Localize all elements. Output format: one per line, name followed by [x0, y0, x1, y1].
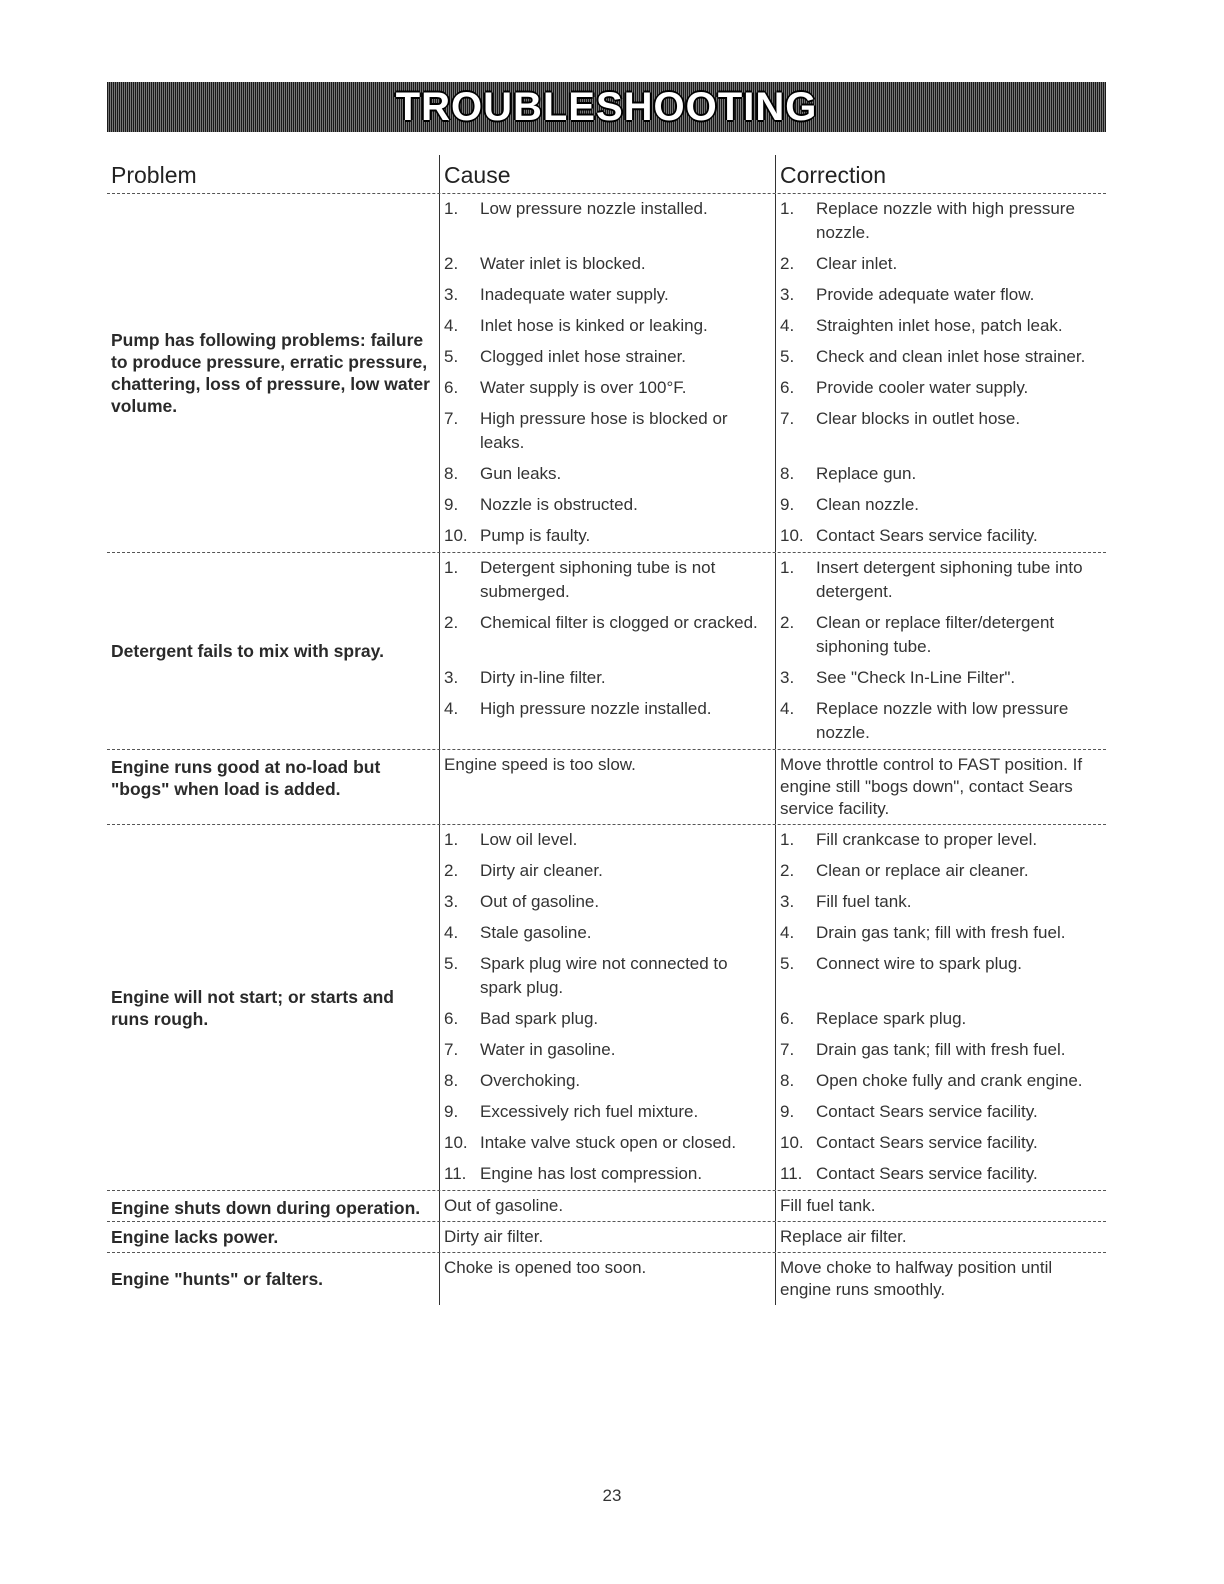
correction-item [780, 1004, 1106, 1035]
correction-item [780, 553, 1106, 608]
correction-text: Replace nozzle with low pressure nozzle. [816, 699, 1069, 742]
table-section [107, 553, 1106, 750]
cause-text: Inadequate water supply. [480, 285, 669, 304]
cause-text: Spark plug wire not connected to spark plug. [480, 954, 728, 997]
correction-text: Replace air filter. [780, 1227, 907, 1246]
cause-text: Dirty air filter. [444, 1227, 544, 1246]
cause-item [444, 918, 775, 949]
cause-text: Gun leaks. [480, 464, 562, 483]
correction-text: Connect wire to spark plug. [816, 954, 1022, 973]
cause-text: Water supply is over 100°F. [480, 378, 687, 397]
item-number: 3. [444, 285, 459, 304]
correction-item [780, 280, 1106, 311]
cause-item [444, 1159, 775, 1190]
cause-item [444, 608, 775, 663]
cause-item [444, 521, 775, 552]
cause-item [444, 404, 775, 459]
cause-cell [439, 553, 775, 749]
cause-item [444, 856, 775, 887]
item-number: 9. [780, 495, 795, 514]
correction-item [780, 373, 1106, 404]
table-section [107, 750, 1106, 825]
correction-text: Drain gas tank; fill with fresh fuel. [816, 1040, 1066, 1059]
problem-text: Engine shuts down during operation. [111, 1198, 421, 1218]
correction-text: Clean or replace air cleaner. [816, 861, 1029, 880]
item-number: 1. [444, 830, 459, 849]
item-number: 2. [444, 861, 459, 880]
correction-text: Fill fuel tank. [780, 1196, 876, 1215]
cause-item [444, 194, 775, 249]
correction-text: Move throttle control to FAST position. If engine still "bogs down", contact Sears service facility. [780, 755, 1083, 818]
correction-text: Contact Sears service facility. [816, 1133, 1038, 1152]
cause-cell [439, 1253, 775, 1305]
cause-text: Engine speed is too slow. [444, 755, 636, 774]
correction-text: Replace spark plug. [816, 1009, 967, 1028]
item-number: 2. [444, 254, 459, 273]
correction-item [780, 1035, 1106, 1066]
correction-item [780, 1097, 1106, 1128]
cause-text: Nozzle is obstructed. [480, 495, 638, 514]
correction-item [780, 404, 1106, 459]
item-number: 1. [780, 558, 795, 577]
correction-item [780, 1128, 1106, 1159]
item-number: 4. [780, 923, 795, 942]
problem-text: Engine "hunts" or falters. [111, 1269, 324, 1289]
cause-text: Dirty air cleaner. [480, 861, 603, 880]
item-number: 3. [444, 892, 459, 911]
correction-text: Open choke fully and crank engine. [816, 1071, 1083, 1090]
problem-text: Pump has following problems: failure to produce pressure, erratic pressure, chattering, loss of pressure, low water volume. [111, 330, 430, 416]
cause-item [444, 1035, 775, 1066]
correction-text: Provide adequate water flow. [816, 285, 1035, 304]
cause-text: Water inlet is blocked. [480, 254, 646, 273]
correction-text: Fill crankcase to proper level. [816, 830, 1038, 849]
cause-item [444, 887, 775, 918]
item-number: 4. [780, 699, 795, 718]
cause-cell [439, 750, 775, 824]
table-section [107, 194, 1106, 553]
cause-item [444, 1004, 775, 1035]
correction-text: Move choke to halfway position until engine runs smoothly. [780, 1258, 1053, 1299]
item-number: 5. [780, 347, 795, 366]
item-number: 7. [444, 1040, 459, 1059]
correction-item [780, 249, 1106, 280]
cause-text: Pump is faulty. [480, 526, 591, 545]
item-number: 2. [780, 861, 795, 880]
cause-item [444, 249, 775, 280]
item-number: 3. [444, 668, 459, 687]
table-section [107, 1191, 1106, 1222]
problem-text: Detergent fails to mix with spray. [111, 641, 384, 661]
page-number: 23 [602, 1486, 622, 1505]
table-section [107, 1253, 1106, 1305]
correction-text: Contact Sears service facility. [816, 1102, 1038, 1121]
item-number: 2. [780, 613, 795, 632]
correction-item [780, 663, 1106, 694]
item-number: 5. [780, 954, 795, 973]
item-number: 1. [780, 199, 795, 218]
item-number: 1. [780, 830, 795, 849]
item-number: 2. [444, 613, 459, 632]
correction-item [780, 825, 1106, 856]
item-number: 10. [780, 1133, 804, 1152]
cause-item [444, 553, 775, 608]
correction-cell [775, 194, 1106, 552]
cause-item [444, 694, 775, 749]
cause-text: Bad spark plug. [480, 1009, 599, 1028]
correction-text: Straighten inlet hose, patch leak. [816, 316, 1063, 335]
correction-item [780, 1066, 1106, 1097]
cause-item [444, 663, 775, 694]
cause-text: Dirty in-line filter. [480, 668, 606, 687]
problem-text: Engine lacks power. [111, 1227, 279, 1247]
correction-cell [775, 1253, 1106, 1305]
table-section [107, 825, 1106, 1191]
correction-text: Clean or replace filter/detergent siphoning tube. [816, 613, 1055, 656]
correction-item [780, 521, 1106, 552]
item-number: 8. [780, 1071, 795, 1090]
cause-text: Choke is opened too soon. [444, 1258, 647, 1277]
item-number: 10. [444, 1133, 468, 1152]
cause-item [444, 490, 775, 521]
item-number: 8. [780, 464, 795, 483]
correction-cell [775, 825, 1106, 1190]
cause-text: High pressure nozzle installed. [480, 699, 712, 718]
cause-item [444, 1097, 775, 1128]
correction-cell [775, 1222, 1106, 1252]
cause-text: Inlet hose is kinked or leaking. [480, 316, 708, 335]
cause-text: Clogged inlet hose strainer. [480, 347, 687, 366]
correction-item [780, 608, 1106, 663]
item-number: 9. [780, 1102, 795, 1121]
cause-cell [439, 194, 775, 552]
item-number: 7. [780, 409, 795, 428]
correction-text: Provide cooler water supply. [816, 378, 1029, 397]
item-number: 3. [780, 285, 795, 304]
cause-text: Out of gasoline. [444, 1196, 564, 1215]
cause-text: Excessively rich fuel mixture. [480, 1102, 699, 1121]
correction-text: Replace nozzle with high pressure nozzle. [816, 199, 1075, 242]
correction-cell [775, 553, 1106, 749]
item-number: 6. [444, 378, 459, 397]
correction-text: Insert detergent siphoning tube into detergent. [816, 558, 1083, 601]
item-number: 6. [780, 378, 795, 397]
correction-item [780, 918, 1106, 949]
cause-text: Stale gasoline. [480, 923, 592, 942]
cause-cell [439, 825, 775, 1190]
item-number: 9. [444, 1102, 459, 1121]
item-number: 6. [780, 1009, 795, 1028]
correction-cell [775, 1191, 1106, 1221]
header-cause: Cause [439, 155, 775, 193]
correction-text: See "Check In-Line Filter". [816, 668, 1016, 687]
cause-item [444, 373, 775, 404]
correction-text: Clear blocks in outlet hose. [816, 409, 1021, 428]
correction-item [780, 194, 1106, 249]
item-number: 10. [444, 526, 468, 545]
cause-text: Low pressure nozzle installed. [480, 199, 708, 218]
correction-text: Fill fuel tank. [816, 892, 912, 911]
item-number: 4. [444, 923, 459, 942]
cause-text: Low oil level. [480, 830, 578, 849]
correction-text: Clean nozzle. [816, 495, 920, 514]
header-problem: Problem [111, 162, 197, 188]
item-number: 8. [444, 1071, 459, 1090]
cause-text: Chemical filter is clogged or cracked. [480, 613, 758, 632]
correction-text: Check and clean inlet hose strainer. [816, 347, 1086, 366]
item-number: 3. [780, 892, 795, 911]
item-number: 4. [780, 316, 795, 335]
item-number: 1. [444, 558, 459, 577]
cause-item [444, 1066, 775, 1097]
item-number: 5. [444, 347, 459, 366]
correction-text: Replace gun. [816, 464, 917, 483]
problem-text: Engine runs good at no-load but "bogs" when load is added. [111, 757, 381, 799]
correction-item [780, 490, 1106, 521]
cause-item [444, 280, 775, 311]
correction-item [780, 459, 1106, 490]
correction-item [780, 949, 1106, 1004]
troubleshooting-table [107, 155, 1106, 1305]
item-number: 7. [780, 1040, 795, 1059]
correction-item [780, 1159, 1106, 1190]
correction-item [780, 342, 1106, 373]
item-number: 8. [444, 464, 459, 483]
item-number: 4. [444, 316, 459, 335]
item-number: 11. [780, 1164, 803, 1183]
item-number: 9. [444, 495, 459, 514]
item-number: 2. [780, 254, 795, 273]
cause-text: Water in gasoline. [480, 1040, 616, 1059]
item-number: 3. [780, 668, 795, 687]
correction-item [780, 694, 1106, 749]
table-section [107, 1222, 1106, 1253]
item-number: 11. [444, 1164, 467, 1183]
cause-text: Detergent siphoning tube is not submerged. [480, 558, 716, 601]
item-number: 1. [444, 199, 459, 218]
item-number: 5. [444, 954, 459, 973]
correction-text: Contact Sears service facility. [816, 1164, 1038, 1183]
cause-item [444, 311, 775, 342]
cause-text: Out of gasoline. [480, 892, 600, 911]
item-number: 6. [444, 1009, 459, 1028]
cause-text: Engine has lost compression. [480, 1164, 703, 1183]
cause-cell [439, 1191, 775, 1221]
cause-text: Intake valve stuck open or closed. [480, 1133, 737, 1152]
item-number: 4. [444, 699, 459, 718]
problem-text: Engine will not start; or starts and runs rough. [111, 986, 394, 1029]
correction-text: Clear inlet. [816, 254, 898, 273]
correction-cell [775, 750, 1106, 824]
item-number: 7. [444, 409, 459, 428]
cause-item [444, 459, 775, 490]
item-number: 10. [780, 526, 804, 545]
cause-item [444, 949, 775, 1004]
cause-item [444, 342, 775, 373]
cause-item [444, 1128, 775, 1159]
cause-item [444, 825, 775, 856]
cause-text: High pressure hose is blocked or leaks. [480, 409, 728, 452]
correction-item [780, 887, 1106, 918]
table-body [107, 194, 1106, 1305]
page-title: TROUBLESHOOTING [395, 84, 818, 129]
table-header [107, 155, 1106, 194]
correction-text: Contact Sears service facility. [816, 526, 1038, 545]
header-correction: Correction [775, 155, 1106, 193]
title-banner [107, 82, 1106, 132]
correction-text: Drain gas tank; fill with fresh fuel. [816, 923, 1066, 942]
cause-text: Overchoking. [480, 1071, 581, 1090]
cause-cell [439, 1222, 775, 1252]
correction-item [780, 856, 1106, 887]
correction-item [780, 311, 1106, 342]
